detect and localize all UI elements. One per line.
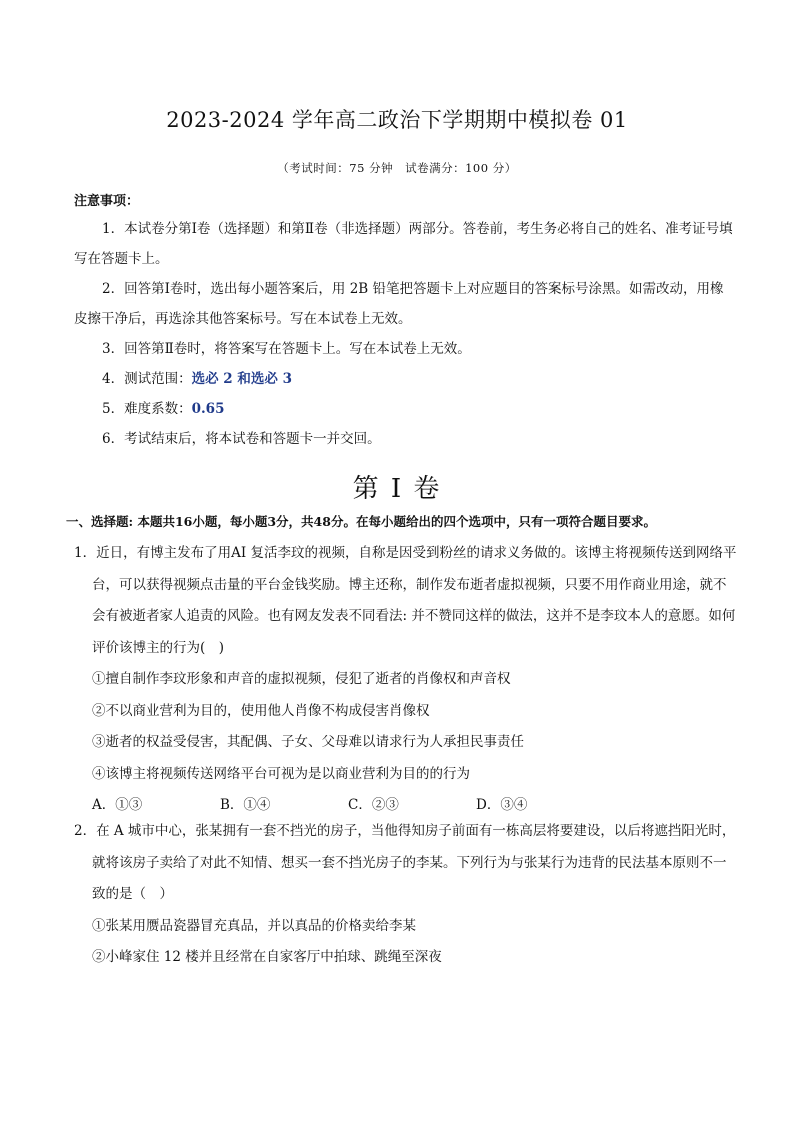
question-1 <box>74 538 738 822</box>
choice-c: C．②③ <box>348 797 399 813</box>
notice-item-5-label: 5．难度系数： <box>102 401 192 417</box>
question-stem: 2．在 A 城市中心，张某拥有一套不挡光的房子，当他得知房子前面有一栋高层将要建设，以后将遮挡阳光时，就将该房子卖给了对此不知情、想买一套不挡光房子的李某。下列行为与张某行为违背的民法基本原则不一致的是（ ） <box>74 823 736 902</box>
question-2 <box>74 816 738 974</box>
page-title: 2023-2024 学年高二政治下学期期中模拟卷 01 <box>166 108 628 132</box>
notice-list <box>74 214 734 454</box>
test-scope: 选必 2 和选必 3 <box>191 371 292 387</box>
section-instruction: 一、选择题: 本题共16小题，每小题3分，共48分。在每小题给出的四个选项中，只有一项符合题目要求。 <box>66 514 656 529</box>
difficulty-coefficient: 0.65 <box>191 401 225 417</box>
statement-option: ②不以商业营利为目的，使用他人肖像不构成侵害肖像权 <box>92 702 430 719</box>
statement-option: ④该博主将视频传送网络平台可视为是以商业营利为目的的行为 <box>92 765 470 782</box>
notice-item-4 <box>74 364 734 394</box>
statement-option: ②小峰家住 12 楼并且经常在自家客厅中拍球、跳绳至深夜 <box>92 949 442 965</box>
notice-item-6: 6．考试结束后，将本试卷和答题卡一并交回。 <box>102 431 381 447</box>
notice-item-1: 1．本试卷分第Ⅰ卷（选择题）和第Ⅱ卷（非选择题）两部分。答卷前，考生务必将自己的姓名、准考证号填写在答题卡上。 <box>74 221 733 267</box>
notice-item-4-label: 4．测试范围： <box>102 371 192 387</box>
notice-item-3: 3．回答第Ⅱ卷时，将答案写在答题卡上。写在本试卷上无效。 <box>102 341 471 357</box>
notice-heading: 注意事项： <box>74 194 140 209</box>
question-stem: 1．近日，有博主发布了用AI 复活李玟的视频，自称是因受到粉丝的请求义务做的。该博主将视频传送到网络平台，可以获得视频点击量的平台金钱奖励。博主还称，制作发布逝者虚拟视频，只要不用作商业用途，就不会有被逝者家人追责的风险。也有网友发表不同看法: 并不赞同这样的做法，这并不是李玟本人的意愿。如何评价该博主的行为( ) <box>74 545 737 656</box>
statement-option: ①张某用赝品瓷器冒充真品，并以真品的价格卖给李某 <box>92 917 416 934</box>
section-title: 第 I 卷 <box>352 474 442 504</box>
choice-d: D．③④ <box>476 797 528 813</box>
notice-item-5 <box>74 394 734 424</box>
choice-a: A．①③ <box>92 797 143 813</box>
statement-option: ③逝者的权益受侵害，其配偶、子女、父母难以请求行为人承担民事责任 <box>92 734 524 750</box>
notice-item-2: 2．回答第Ⅰ卷时，选出每小题答案后，用 2B 铅笔把答题卡上对应题目的答案标号涂黑。如需改动，用橡皮擦干净后，再选涂其他答案标号。写在本试卷上无效。 <box>74 281 724 327</box>
statement-option: ①擅自制作李玟形象和声音的虚拟视频，侵犯了逝者的肖像权和声音权 <box>92 671 511 687</box>
choice-b: B．①④ <box>220 797 271 813</box>
exam-info: （考试时间：75 分钟 试卷满分：100 分） <box>277 161 517 175</box>
